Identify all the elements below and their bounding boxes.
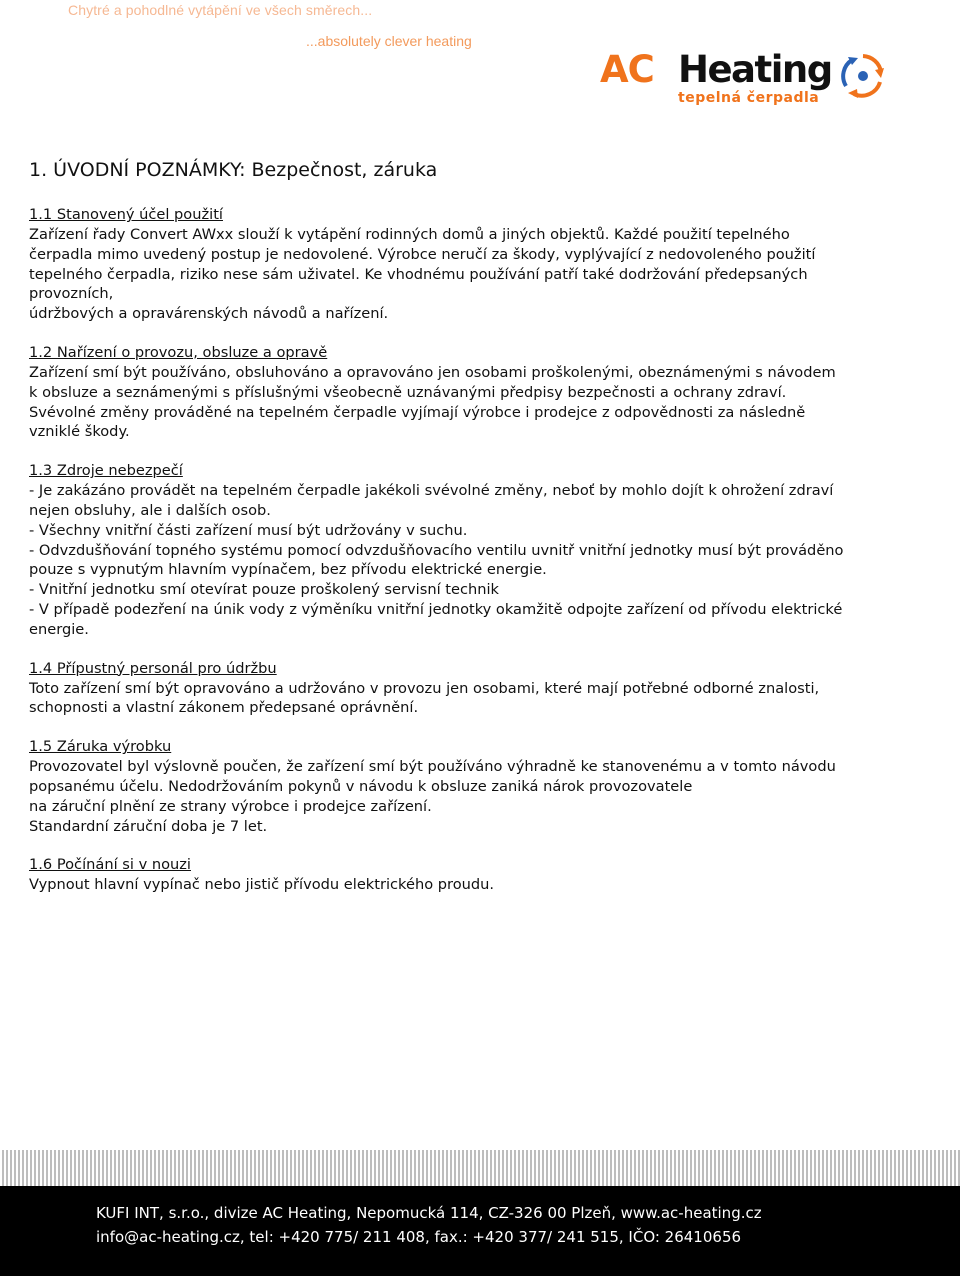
text-line: energie.: [29, 620, 89, 638]
tagline-czech: Chytré a pohodlné vytápění ve všech směrech...: [68, 2, 373, 18]
text-line: - Je zakázáno provádět na tepelném čerpadle jakékoli svévolné změny, neboť by mohlo dojít k ohrožení zdraví: [29, 482, 834, 500]
footer-company-address: KUFI INT, s.r.o., divize AC Heating, Nepomucká 114, CZ-326 00 Plzeň, www.ac-heating.cz: [96, 1204, 762, 1222]
text-line: - Všechny vnitřní části zařízení musí být udržovány v suchu.: [29, 521, 468, 539]
section-title: 1.3 Zdroje nebezpečí: [29, 462, 183, 480]
section-title: 1.5 Záruka výrobku: [29, 738, 172, 756]
section-1-3: [29, 461, 909, 639]
text-line: provozních,: [29, 285, 114, 303]
footer-contact-info: info@ac-heating.cz, tel: +420 775/ 211 408, fax.: +420 377/ 241 515, IČO: 26410656: [96, 1228, 742, 1246]
text-line: Zařízení smí být používáno, obsluhováno a opravováno jen osobami proškolenými, obeznámenými s návodem: [29, 363, 836, 381]
text-line: pouze s vypnutým hlavním vypínačem, bez přívodu elektrické energie.: [29, 561, 547, 579]
section-1-6: [29, 855, 909, 895]
text-line: Standardní záruční doba je 7 let.: [29, 817, 268, 835]
text-line: nejen obsluhy, ale i dalších osob.: [29, 501, 271, 519]
text-line: tepelného čerpadla, riziko nese sám uživatel. Ke vhodnému používání patří také dodržování předepsaných: [29, 265, 808, 283]
section-title: 1.2 Nařízení o provozu, obsluze a opravě: [29, 343, 328, 361]
text-line: na záruční plnění ze strany výrobce i prodejce zařízení.: [29, 797, 432, 815]
section-title: 1.6 Počínání si v nouzi: [29, 856, 191, 874]
text-line: Zařízení řady Convert AWxx slouží k vytápění rodinných domů a jiných objektů. Každé použití tepelného: [29, 226, 790, 243]
section-1-2: [29, 343, 909, 442]
section-1-4: [29, 659, 909, 719]
page-title: 1. ÚVODNÍ POZNÁMKY: Bezpečnost, záruka: [29, 159, 438, 181]
text-line: - V případě podezření na únik vody z výměníku vnitřní jednotky okamžitě odpojte zařízení od přívodu elektrické: [29, 600, 843, 618]
text-line: - Odvzdušňování topného systému pomocí odvzdušňovacího ventilu uvnitř vnitřní jednotky musí být prováděno: [29, 541, 844, 559]
text-line: Toto zařízení smí být opravováno a udržováno v provozu jen osobami, které mají potřebné odborné znalosti,: [29, 679, 820, 697]
text-line: čerpadla mimo uvedený postup je nedovolené. Výrobce neručí za škody, vyplývající z nedovoleného použití: [29, 245, 816, 263]
logo-heating-text: Heating: [678, 48, 832, 91]
footer-stripe-divider: [0, 1150, 960, 1186]
text-line: údržbových a opravárenských návodů a nařízení.: [29, 305, 389, 323]
text-line: k obsluze a seznámenými s příslušnými všeobecně uznávanými předpisy bezpečnosti a ochrany zdraví.: [29, 383, 787, 401]
heat-pump-cycle-icon: [840, 52, 886, 100]
section-title: 1.1 Stanovený účel použití: [29, 206, 223, 223]
document-body: [29, 157, 909, 914]
text-line: vzniklé škody.: [29, 423, 130, 441]
logo-ac-text: AC: [600, 48, 654, 91]
section-1-1: [29, 205, 909, 324]
ac-heating-logo: [600, 48, 890, 114]
text-line: popsanému účelu. Nedodržováním pokynů v návodu k obsluze zaniká nárok provozovatele: [29, 777, 693, 795]
text-line: Provozovatel byl výslovně poučen, že zařízení smí být používáno výhradně ke stanovenému a v tomto návodu: [29, 758, 836, 776]
section-1-5: [29, 737, 909, 836]
section-title: 1.4 Přípustný personál pro údržbu: [29, 659, 277, 677]
logo-subtitle: tepelná čerpadla: [678, 90, 820, 106]
text-line: Svévolné změny prováděné na tepelném čerpadle vyjímají výrobce i prodejce z odpovědnosti za následně: [29, 403, 806, 421]
text-line: - Vnitřní jednotku smí otevírat pouze proškolený servisní technik: [29, 581, 499, 599]
tagline-english: ...absolutely clever heating: [306, 33, 472, 49]
text-line: schopnosti a vlastní zákonem předepsané oprávnění.: [29, 699, 419, 717]
text-line: Vypnout hlavní vypínač nebo jistič přívodu elektrického proudu.: [29, 876, 495, 894]
